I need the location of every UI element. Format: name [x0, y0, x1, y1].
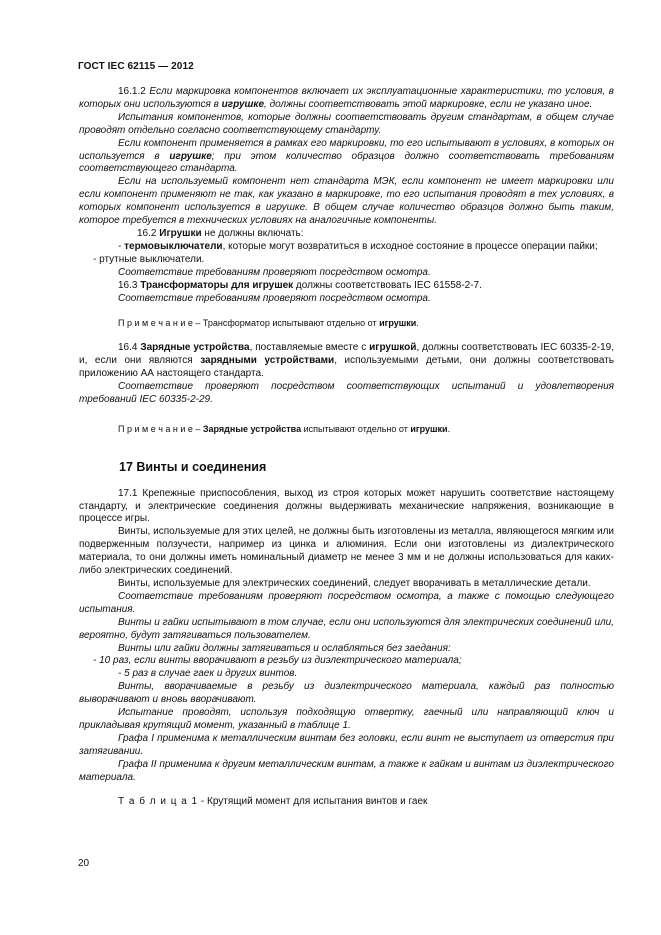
clause-16-1-2	[79, 86, 614, 112]
clause-text: ; при этом количество образцов должно соответствовать требованиям соответствующего стандарта.	[79, 150, 615, 175]
term-toy: игрушке	[221, 98, 265, 110]
term-toy: игрушкой	[369, 342, 417, 354]
list-item-mercury-switches: - ртутные выключатели.	[93, 253, 205, 265]
paragraph-unscrew: Винты, вворачиваемые в резьбу из диэлектрического материала, каждый раз полностью выворачивают и вновь вворачивают.	[79, 681, 614, 706]
document-header: ГОСТ IEC 62115 — 2012	[78, 61, 194, 72]
term-toys: Игрушки	[159, 227, 202, 239]
compliance-check: Соответствие требованиям проверяют посредством осмотра.	[118, 292, 431, 304]
compliance-check: Соответствие проверяют посредством соответствующих испытаний и удовлетворения требований IEC 60335-2-29.	[79, 381, 614, 405]
term-thermal-switches: термовыключатели	[124, 240, 223, 252]
compliance-check: Соответствие требованиям проверяют посредством осмотра, а также с помощью следующего испытания.	[79, 590, 614, 615]
paragraph-test-procedure: Испытание проводят, используя подходящую отвертку, гаечный или направляющий ключ и прикладывая крутящий момент, указанный в таблице 1.	[79, 707, 614, 731]
paragraph-column-2: Графа II применима к другим металлическим винтам, а также к гайкам и винтам из диэлектрического материала.	[79, 758, 614, 783]
table-title: - Крутящий момент для испытания винтов и гаек	[198, 795, 428, 807]
note-text: П р и м е ч а н и е –	[118, 423, 203, 434]
clause-text: Если компонент применяется в рамках его маркировки, то его испытывают в условиях, в которых он используется в	[79, 137, 614, 162]
section-heading: 17 Винты и соединения	[119, 459, 267, 474]
clause-16-2	[79, 228, 614, 241]
term-toy-transformers: Трансформаторы для игрушек	[140, 279, 294, 291]
list-item-10-times: - 10 раз, если винты вворачивают в резьбу из диэлектрического материала;	[93, 655, 462, 667]
note-chargers	[79, 423, 614, 436]
clause-number: 16.2	[137, 227, 160, 239]
note-text: испытывают отдельно от	[301, 423, 411, 434]
paragraph-column-1: Графа I применима к металлическим винтам без головки, если винт не выступает из отверстия при затягивании.	[79, 732, 614, 757]
clause-text: должны соответствовать IEC 61558-2-7.	[293, 279, 482, 291]
note-text: .	[416, 318, 419, 329]
clause-text: , используемыми детьми, они должны соответствовать приложению АА настоящего стандарта.	[79, 355, 615, 380]
term-toy: игрушке	[169, 150, 212, 162]
paragraph-no-iec-standard: Если на используемый компонент нет стандарта МЭК, если компонент не имеет маркировки или если компонент применяют не так, как указано в маркировке, то его испытания проводят в тех условиях, в которых компонент используется в игрушке. В общем случае количество образцов должно быть таким, которое требуется в технических условиях на аналогичные компоненты.	[79, 176, 614, 227]
table-label: Т а б л и ц а 1	[118, 795, 199, 807]
term-toys: игрушки	[410, 423, 448, 434]
clause-text: , которые могут возвратиться в исходное состояние в процессе операции пайки;	[222, 240, 598, 252]
clause-text: , должны соответствовать этой маркировке, если не указано иное.	[264, 98, 593, 110]
clause-16-3	[79, 280, 614, 293]
paragraph-test-condition: Винты и гайки испытывают в том случае, если они используются для электрических соединений или, вероятно, будут затягиваться пользователем.	[79, 616, 614, 641]
paragraph-component-marking	[79, 138, 614, 177]
clause-number: 16.4	[118, 342, 141, 354]
document-body	[79, 86, 614, 808]
note-transformer	[79, 317, 614, 330]
term-toys: игрушки	[379, 318, 417, 329]
table-caption	[79, 796, 614, 809]
compliance-check: Соответствие требованиям проверяют посредством осмотра.	[118, 266, 431, 278]
note-text: .	[447, 423, 451, 434]
clause-number: 16.3	[118, 279, 141, 291]
clause-16-4	[79, 342, 614, 381]
clause-text: , поставляемые вместе с	[249, 342, 370, 354]
list-item-thermal-switches	[79, 241, 614, 254]
clause-text: Если маркировка компонентов включает их эксплуатационные характеристики, то условия, в которых они используются в	[79, 86, 614, 110]
clause-text: не должны включать:	[201, 227, 304, 239]
clause-text: , должны соответствовать IEC 60335-2-19, и, если они являются	[79, 342, 614, 367]
paragraph-screw-materials: Винты, используемые для этих целей, не должны быть изготовлены из металла, являющегося мягким или подверженным ползучести, например из цинка и алюминия. Если они изготовлены из диэлектрического материала, то они должны иметь номинальный диаметр не менее 3 мм и не должны использоваться для каких-либо электрических соединений.	[79, 526, 614, 577]
bullet: -	[118, 240, 125, 252]
clause-number: 16.1.2	[118, 86, 150, 97]
paragraph-electrical-screws: Винты, используемые для электрических соединений, следует вворачивать в металлические детали.	[118, 578, 591, 589]
paragraph-tightening: Винты или гайки должны затягиваться и ослабляться без заедания:	[118, 642, 451, 654]
note-text: П р и м е ч а н и е – Трансформатор испытывают отдельно от	[118, 318, 380, 329]
page-number: 20	[78, 858, 90, 869]
term-chargers: зарядными устройствами	[200, 355, 335, 367]
term-chargers: Зарядные устройства	[202, 423, 302, 434]
list-item-5-times: - 5 раз в случае гаек и других винтов.	[118, 668, 298, 680]
term-chargers: Зарядные устройства	[140, 342, 250, 354]
clause-17-1: 17.1 Крепежные приспособления, выход из строя которых может нарушить соответствие настоящему стандарту, и электрические соединения должны выдерживать механические напряжения, возникающие в процессе игры.	[79, 487, 614, 525]
paragraph-component-tests: Испытания компонентов, которые должны соответствовать другим стандартам, в общем случае проводят отдельно согласно соответствующему стандарту.	[79, 111, 614, 136]
